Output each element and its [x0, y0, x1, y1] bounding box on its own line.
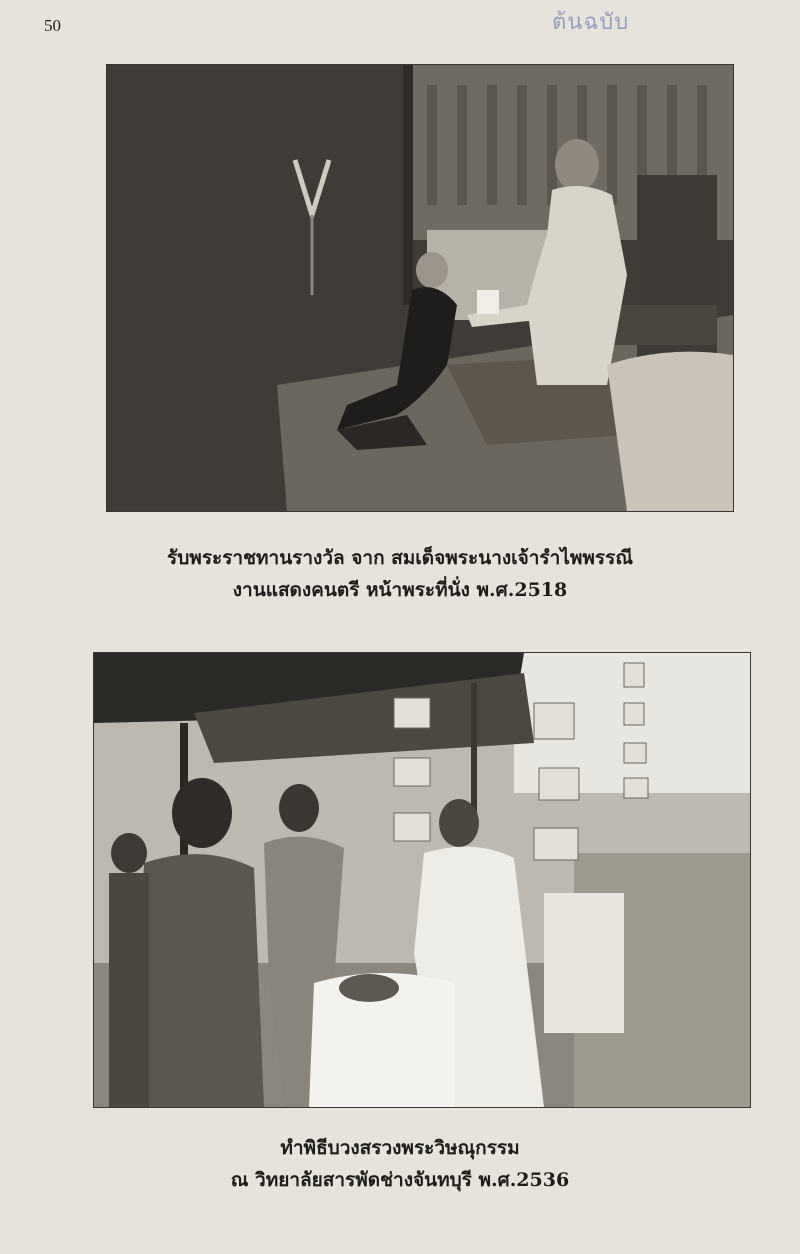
caption-award-line2: งานแสดงคนตรี หน้าพระที่นั่ง พ.ศ.2518 — [232, 579, 568, 601]
caption-ritual-ceremony — [0, 1132, 800, 1196]
photo-ritual-ceremony — [93, 652, 751, 1108]
photo-ritual-ceremony-image — [94, 653, 750, 1107]
caption-ritual-line1: ทำพิธีบวงสรวงพระวิษณุกรรม — [280, 1137, 520, 1159]
page-number: 50 — [44, 16, 61, 35]
caption-ritual-line2: ณ วิทยาลัยสารพัดช่างจันทบุรี พ.ศ.2536 — [230, 1169, 570, 1191]
handwritten-stamp: ต้นฉบับ — [552, 10, 630, 35]
photo-award-ceremony — [106, 64, 734, 512]
caption-award-ceremony — [0, 542, 800, 606]
caption-award-line1: รับพระราชทานรางวัล จาก สมเด็จพระนางเจ้ารำไพพรรณี — [167, 547, 633, 569]
photo-award-ceremony-image — [107, 65, 733, 511]
